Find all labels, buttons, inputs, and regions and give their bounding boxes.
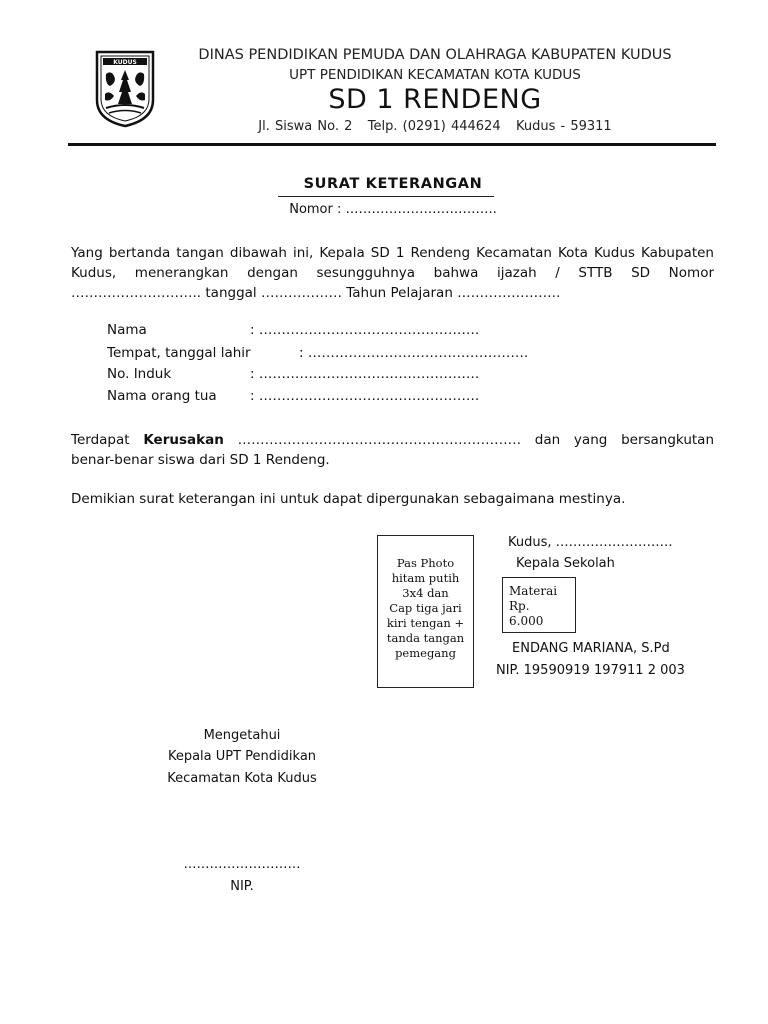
- signature-role: Kepala Sekolah: [516, 556, 615, 571]
- acknowledge-nip: NIP.: [230, 879, 254, 894]
- opening-line-2: Kudus, menerangkan dengan sesungguhnya bahwa ijazah / STTB SD Nomor: [71, 265, 714, 281]
- damage-paragraph: [71, 430, 714, 470]
- field-birth-label: Tempat, tanggal lahir: [107, 345, 251, 361]
- photo-line: 3x4 dan: [402, 586, 449, 600]
- acknowledge-office: Kecamatan Kota Kudus: [167, 771, 317, 786]
- signatory-nip: NIP. 19590919 197911 2 003: [496, 663, 685, 678]
- field-parent-value: : ………………………………………….: [250, 388, 480, 404]
- photo-line: pemegang: [395, 646, 456, 660]
- field-nama-label: Nama: [107, 322, 147, 338]
- title-underline: [278, 196, 494, 197]
- damage-keyword: Kerusakan: [143, 432, 224, 448]
- photo-line: Cap tiga jari: [389, 601, 462, 615]
- photo-line: tanda tangan: [386, 631, 465, 645]
- stamp-duty-box: [502, 577, 576, 633]
- field-birth-value: : ………………………………………….: [299, 345, 529, 361]
- damage-prefix: Terdapat: [71, 432, 130, 448]
- document-number: Nomor : ……………………………..: [289, 202, 497, 217]
- opening-line-1: Yang bertanda tangan dibawah ini, Kepala SD 1 Rendeng Kecamatan Kota Kudus Kabupaten: [71, 245, 714, 261]
- materai-line: 6.000: [509, 614, 544, 628]
- letterhead-divider: [68, 143, 716, 146]
- acknowledge-role: Kepala UPT Pendidikan: [167, 749, 317, 764]
- photo-line: Pas Photo: [396, 556, 455, 570]
- photo-placeholder-box: [377, 535, 474, 688]
- opening-line-3: ……………………….. tanggal ……………… Tahun Pelajaran …………………..: [71, 285, 561, 301]
- damage-rest: ……………………………………………………… dan yang bersangkutan: [237, 432, 715, 448]
- school-address: Jl. Siswa No. 2 Telp. (0291) 444624 Kudus - 59311: [258, 119, 612, 134]
- field-induk-value: : ………………………………………….: [250, 366, 480, 382]
- signatory-name: ENDANG MARIANA, S.Pd: [512, 641, 670, 656]
- materai-line: Materai: [509, 584, 558, 598]
- closing-paragraph: Demikian surat keterangan ini untuk dapat dipergunakan sebagaimana mestinya.: [71, 491, 626, 507]
- opening-paragraph: [71, 243, 714, 303]
- signature-place-date: Kudus, ………………………: [508, 535, 673, 550]
- acknowledge-label: Mengetahui: [203, 728, 281, 743]
- header-agency: DINAS PENDIDIKAN PEMUDA DAN OLAHRAGA KABUPATEN KUDUS: [198, 47, 672, 63]
- header-unit: UPT PENDIDIKAN KECAMATAN KOTA KUDUS: [289, 67, 581, 83]
- regency-crest-logo: [94, 50, 156, 128]
- materai-line: Rp.: [509, 599, 530, 613]
- field-nama-value: : ………………………………………….: [250, 322, 480, 338]
- svg-text:KUDUS: KUDUS: [113, 59, 137, 66]
- damage-line-1: [71, 430, 714, 450]
- photo-line: kiri tengan +: [386, 616, 465, 630]
- field-parent-label: Nama orang tua: [107, 388, 217, 404]
- field-induk-label: No. Induk: [107, 366, 172, 382]
- document-title: SURAT KETERANGAN: [303, 176, 483, 192]
- photo-line: hitam putih: [391, 571, 460, 585]
- acknowledge-name-blank: ………………………: [183, 857, 301, 872]
- school-name: SD 1 RENDENG: [328, 84, 542, 115]
- damage-line-2: benar-benar siswa dari SD 1 Rendeng.: [71, 452, 330, 468]
